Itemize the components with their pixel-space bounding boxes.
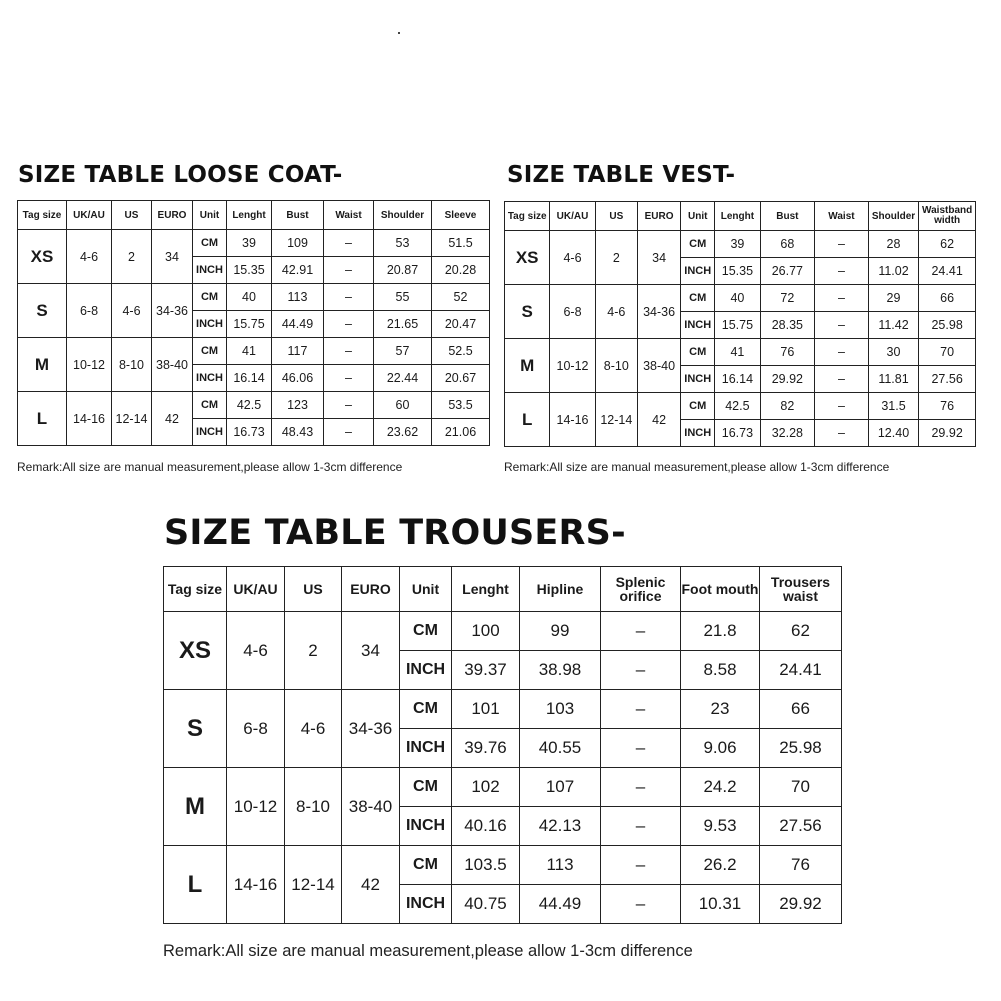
measurement-cell: 101	[452, 690, 520, 729]
measurement-cell: –	[324, 338, 374, 365]
table-row	[18, 392, 490, 419]
unit-cell: INCH	[400, 807, 452, 846]
column-header: UK/AU	[67, 201, 112, 230]
table-row	[505, 393, 976, 420]
measurement-cell: –	[601, 807, 681, 846]
measurement-cell: 21.8	[681, 612, 760, 651]
us-cell: 12-14	[112, 392, 152, 446]
unit-cell: CM	[681, 231, 715, 258]
measurement-cell: 29.92	[919, 420, 976, 447]
measurement-cell: 9.53	[681, 807, 760, 846]
uk-au-cell: 10-12	[67, 338, 112, 392]
measurement-cell: 29	[868, 285, 919, 312]
column-header-line: Trousers waist	[770, 574, 831, 604]
measurement-cell: 20.87	[374, 257, 432, 284]
unit-cell: CM	[193, 230, 227, 257]
unit-cell: INCH	[400, 729, 452, 768]
measurement-cell: 12.40	[868, 420, 919, 447]
euro-cell: 42	[342, 846, 400, 924]
measurement-cell: 52.5	[432, 338, 490, 365]
measurement-cell: 16.14	[715, 366, 760, 393]
measurement-cell: 40.75	[452, 885, 520, 924]
unit-cell: CM	[681, 393, 715, 420]
unit-cell: CM	[400, 846, 452, 885]
column-header: Tag size	[164, 567, 227, 612]
measurement-cell: 48.43	[272, 419, 324, 446]
unit-cell: INCH	[681, 312, 715, 339]
measurement-cell: 31.5	[868, 393, 919, 420]
uk-au-cell: 6-8	[67, 284, 112, 338]
size-tag-cell: S	[164, 690, 227, 768]
column-header: Lenght	[452, 567, 520, 612]
us-cell: 4-6	[595, 285, 637, 339]
measurement-cell: –	[324, 392, 374, 419]
trousers-size-table	[163, 566, 842, 924]
size-tag-cell: XS	[164, 612, 227, 690]
uk-au-cell: 4-6	[67, 230, 112, 284]
header-row	[18, 201, 490, 230]
column-header: Bust	[760, 202, 815, 231]
measurement-cell: 39	[715, 231, 760, 258]
column-header: EURO	[152, 201, 193, 230]
measurement-cell: 53	[374, 230, 432, 257]
measurement-cell: 76	[760, 846, 842, 885]
unit-cell: INCH	[400, 651, 452, 690]
uk-au-cell: 14-16	[67, 392, 112, 446]
measurement-cell: 109	[272, 230, 324, 257]
us-cell: 8-10	[285, 768, 342, 846]
measurement-cell: –	[815, 312, 869, 339]
column-header: Unit	[400, 567, 452, 612]
unit-cell: INCH	[193, 365, 227, 392]
measurement-cell: 113	[272, 284, 324, 311]
us-cell: 4-6	[285, 690, 342, 768]
column-header: Unit	[681, 202, 715, 231]
measurement-cell: 26.2	[681, 846, 760, 885]
measurement-cell: 9.06	[681, 729, 760, 768]
measurement-cell: 40	[227, 284, 272, 311]
us-cell: 12-14	[595, 393, 637, 447]
euro-cell: 38-40	[637, 339, 680, 393]
measurement-cell: 42.5	[227, 392, 272, 419]
size-tag-cell: M	[164, 768, 227, 846]
size-tag-cell: XS	[505, 231, 550, 285]
coat-size-table	[17, 200, 490, 446]
measurement-cell: 113	[520, 846, 601, 885]
coat-remark: Remark:All size are manual measurement,please allow 1-3cm difference	[17, 460, 403, 474]
measurement-cell: –	[324, 284, 374, 311]
measurement-cell: –	[815, 366, 869, 393]
measurement-cell: –	[324, 311, 374, 338]
measurement-cell: 11.81	[868, 366, 919, 393]
uk-au-cell: 4-6	[227, 612, 285, 690]
measurement-cell: 16.73	[715, 420, 760, 447]
table-row	[18, 338, 490, 365]
column-header: Waist	[324, 201, 374, 230]
measurement-cell: 27.56	[760, 807, 842, 846]
measurement-cell: 82	[760, 393, 815, 420]
uk-au-cell: 10-12	[550, 339, 595, 393]
unit-cell: CM	[400, 690, 452, 729]
size-tag-cell: M	[18, 338, 67, 392]
measurement-cell: 53.5	[432, 392, 490, 419]
measurement-cell: 11.42	[868, 312, 919, 339]
table-row	[505, 231, 976, 258]
us-cell: 2	[595, 231, 637, 285]
size-tag-cell: XS	[18, 230, 67, 284]
uk-au-cell: 14-16	[550, 393, 595, 447]
measurement-cell: 42.13	[520, 807, 601, 846]
table-row	[18, 230, 490, 257]
column-header	[760, 567, 842, 612]
measurement-cell: 28.35	[760, 312, 815, 339]
table-row	[505, 285, 976, 312]
measurement-cell: 68	[760, 231, 815, 258]
euro-cell: 42	[637, 393, 680, 447]
unit-cell: INCH	[681, 366, 715, 393]
euro-cell: 38-40	[342, 768, 400, 846]
measurement-cell: 24.41	[760, 651, 842, 690]
measurement-cell: –	[815, 285, 869, 312]
measurement-cell: 41	[715, 339, 760, 366]
measurement-cell: 52	[432, 284, 490, 311]
unit-cell: INCH	[193, 311, 227, 338]
measurement-cell: 29.92	[760, 366, 815, 393]
vest-remark: Remark:All size are manual measurement,please allow 1-3cm difference	[504, 460, 890, 474]
measurement-cell: 99	[520, 612, 601, 651]
uk-au-cell: 14-16	[227, 846, 285, 924]
measurement-cell: –	[324, 365, 374, 392]
measurement-cell: 44.49	[272, 311, 324, 338]
measurement-cell: –	[601, 612, 681, 651]
measurement-cell: 44.49	[520, 885, 601, 924]
unit-cell: INCH	[193, 257, 227, 284]
measurement-cell: 23	[681, 690, 760, 729]
coat-size-table-title: SIZE TABLE LOOSE COAT-	[18, 162, 343, 188]
measurement-cell: 32.28	[760, 420, 815, 447]
measurement-cell: 16.73	[227, 419, 272, 446]
column-header: UK/AU	[227, 567, 285, 612]
euro-cell: 34-36	[637, 285, 680, 339]
column-header: EURO	[342, 567, 400, 612]
measurement-cell: 39	[227, 230, 272, 257]
measurement-cell: –	[324, 257, 374, 284]
measurement-cell: 8.58	[681, 651, 760, 690]
unit-cell: CM	[400, 768, 452, 807]
measurement-cell: –	[601, 768, 681, 807]
column-header-line: Foot mouth	[681, 581, 759, 597]
measurement-cell: –	[324, 230, 374, 257]
measurement-cell: 70	[919, 339, 976, 366]
header-row	[164, 567, 842, 612]
column-header: Hipline	[520, 567, 601, 612]
measurement-cell: 21.65	[374, 311, 432, 338]
euro-cell: 34	[342, 612, 400, 690]
stray-dot	[398, 32, 400, 34]
column-header	[601, 567, 681, 612]
measurement-cell: 103	[520, 690, 601, 729]
measurement-cell: 42.5	[715, 393, 760, 420]
measurement-cell: 25.98	[760, 729, 842, 768]
measurement-cell: 57	[374, 338, 432, 365]
measurement-cell: 76	[760, 339, 815, 366]
unit-cell: INCH	[681, 420, 715, 447]
unit-cell: CM	[193, 284, 227, 311]
measurement-cell: 25.98	[919, 312, 976, 339]
unit-cell: INCH	[400, 885, 452, 924]
size-tag-cell: S	[18, 284, 67, 338]
measurement-cell: 20.67	[432, 365, 490, 392]
euro-cell: 34	[152, 230, 193, 284]
euro-cell: 34-36	[342, 690, 400, 768]
measurement-cell: 40.55	[520, 729, 601, 768]
unit-cell: CM	[681, 285, 715, 312]
measurement-cell: 28	[868, 231, 919, 258]
size-tag-cell: S	[505, 285, 550, 339]
vest-size-table	[504, 201, 976, 447]
measurement-cell: 76	[919, 393, 976, 420]
size-tag-cell: L	[18, 392, 67, 446]
us-cell: 2	[285, 612, 342, 690]
column-header: US	[112, 201, 152, 230]
size-tag-cell: L	[164, 846, 227, 924]
measurement-cell: –	[601, 885, 681, 924]
measurement-cell: 51.5	[432, 230, 490, 257]
measurement-cell: 10.31	[681, 885, 760, 924]
column-header: Tag size	[18, 201, 67, 230]
measurement-cell: 62	[919, 231, 976, 258]
measurement-cell: 27.56	[919, 366, 976, 393]
measurement-cell: 70	[760, 768, 842, 807]
measurement-cell: –	[815, 420, 869, 447]
measurement-cell: –	[324, 419, 374, 446]
euro-cell: 42	[152, 392, 193, 446]
unit-cell: CM	[400, 612, 452, 651]
measurement-cell: 11.02	[868, 258, 919, 285]
header-row	[505, 202, 976, 231]
us-cell: 8-10	[595, 339, 637, 393]
measurement-cell: 100	[452, 612, 520, 651]
measurement-cell: 66	[760, 690, 842, 729]
measurement-cell: 24.41	[919, 258, 976, 285]
measurement-cell: 29.92	[760, 885, 842, 924]
measurement-cell: –	[601, 690, 681, 729]
measurement-cell: 46.06	[272, 365, 324, 392]
size-tag-cell: M	[505, 339, 550, 393]
column-header: US	[595, 202, 637, 231]
measurement-cell: 24.2	[681, 768, 760, 807]
uk-au-cell: 6-8	[550, 285, 595, 339]
measurement-cell: –	[815, 393, 869, 420]
table-row	[18, 284, 490, 311]
column-header-line: Splenic orifice	[615, 574, 666, 604]
measurement-cell: 38.98	[520, 651, 601, 690]
unit-cell: INCH	[681, 258, 715, 285]
measurement-cell: –	[601, 651, 681, 690]
measurement-cell: 102	[452, 768, 520, 807]
table-row	[164, 612, 842, 651]
measurement-cell: 15.75	[715, 312, 760, 339]
us-cell: 4-6	[112, 284, 152, 338]
measurement-cell: 39.37	[452, 651, 520, 690]
measurement-cell: 42.91	[272, 257, 324, 284]
column-header: US	[285, 567, 342, 612]
measurement-cell: 103.5	[452, 846, 520, 885]
euro-cell: 34-36	[152, 284, 193, 338]
measurement-cell: 60	[374, 392, 432, 419]
measurement-cell: –	[601, 729, 681, 768]
measurement-cell: 22.44	[374, 365, 432, 392]
measurement-cell: 15.35	[227, 257, 272, 284]
measurement-cell: 72	[760, 285, 815, 312]
measurement-cell: –	[815, 339, 869, 366]
uk-au-cell: 10-12	[227, 768, 285, 846]
column-header: Bust	[272, 201, 324, 230]
measurement-cell: 21.06	[432, 419, 490, 446]
euro-cell: 34	[637, 231, 680, 285]
measurement-cell: –	[815, 258, 869, 285]
vest-size-table-title: SIZE TABLE VEST-	[507, 162, 736, 188]
measurement-cell: 123	[272, 392, 324, 419]
column-header: Waist	[815, 202, 869, 231]
measurement-cell: 26.77	[760, 258, 815, 285]
column-header	[919, 202, 976, 231]
us-cell: 2	[112, 230, 152, 284]
column-header: UK/AU	[550, 202, 595, 231]
column-header: Tag size	[505, 202, 550, 231]
measurement-cell: 41	[227, 338, 272, 365]
measurement-cell: –	[601, 846, 681, 885]
measurement-cell: 40.16	[452, 807, 520, 846]
measurement-cell: 16.14	[227, 365, 272, 392]
unit-cell: CM	[193, 392, 227, 419]
unit-cell: CM	[193, 338, 227, 365]
euro-cell: 38-40	[152, 338, 193, 392]
column-header: Unit	[193, 201, 227, 230]
measurement-cell: 15.35	[715, 258, 760, 285]
column-header: Shoulder	[374, 201, 432, 230]
column-header: Shoulder	[868, 202, 919, 231]
table-row	[164, 768, 842, 807]
measurement-cell: 55	[374, 284, 432, 311]
table-row	[164, 690, 842, 729]
measurement-cell: 107	[520, 768, 601, 807]
table-row	[505, 339, 976, 366]
uk-au-cell: 6-8	[227, 690, 285, 768]
measurement-cell: 23.62	[374, 419, 432, 446]
measurement-cell: 66	[919, 285, 976, 312]
column-header: Sleeve	[432, 201, 490, 230]
measurement-cell: 62	[760, 612, 842, 651]
measurement-cell: 40	[715, 285, 760, 312]
measurement-cell: 30	[868, 339, 919, 366]
measurement-cell: 20.47	[432, 311, 490, 338]
measurement-cell: 39.76	[452, 729, 520, 768]
unit-cell: INCH	[193, 419, 227, 446]
measurement-cell: 117	[272, 338, 324, 365]
column-header	[681, 567, 760, 612]
us-cell: 8-10	[112, 338, 152, 392]
column-header: Lenght	[715, 202, 760, 231]
us-cell: 12-14	[285, 846, 342, 924]
trousers-size-table-title: SIZE TABLE TROUSERS-	[164, 513, 626, 553]
column-header: EURO	[637, 202, 680, 231]
table-row	[164, 846, 842, 885]
measurement-cell: 20.28	[432, 257, 490, 284]
uk-au-cell: 4-6	[550, 231, 595, 285]
unit-cell: CM	[681, 339, 715, 366]
column-header: Lenght	[227, 201, 272, 230]
trousers-remark: Remark:All size are manual measurement,please allow 1-3cm difference	[163, 942, 693, 960]
column-header-line: Waistband width	[922, 205, 973, 226]
measurement-cell: 15.75	[227, 311, 272, 338]
size-tag-cell: L	[505, 393, 550, 447]
measurement-cell: –	[815, 231, 869, 258]
